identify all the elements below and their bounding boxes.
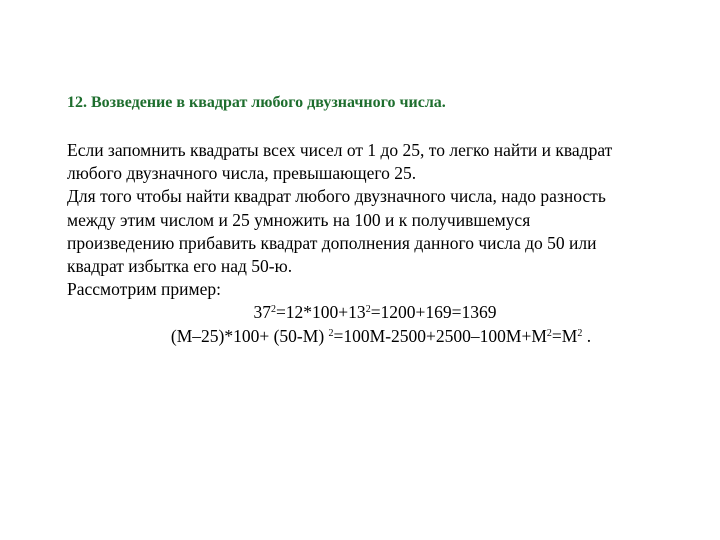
formula-1-part-c: =1200+169=1369 [370,302,497,323]
formula-2-exponent-c: 2 [577,327,583,339]
formula-2-part-d: . [582,325,592,346]
formula-1-part-b: =12*100+13 [275,302,366,323]
slide-title: 12. Возведение в квадрат любого двузначного числа. [67,94,446,111]
formula-2-exponent-b: 2 [546,327,552,339]
paragraph-line-5: произведению прибавить квадрат дополнения данного числа до 50 или [67,232,597,253]
formula-1-exponent-a: 2 [270,304,276,316]
formula-2-exponent-a: 2 [328,327,334,339]
formula-1-exponent-b: 2 [365,304,371,316]
paragraph-line-6: квадрат избытка его над 50-ю. [67,256,293,277]
example-formula-1 [67,301,667,324]
paragraph-line-3: Для того чтобы найти квадрат любого двузначного числа, надо разность [67,186,606,207]
example-formula-2 [67,325,667,348]
formula-2-part-c: =М [551,325,578,346]
paragraph-line-1: Если запомнить квадраты всех чисел от 1 до 25, то легко найти и квадрат [67,140,613,160]
formula-1-part-a: 37 [253,302,271,323]
formula-2-part-b: =100М-2500+2500–100М+М [333,325,547,346]
paragraph-line-4: между этим числом и 25 умножить на 100 и к получившемуся [67,209,531,230]
paragraph-line-7: Рассмотрим пример: [67,279,221,300]
paragraph-line-2: любого двузначного числа, превышающего 25. [67,163,417,184]
slide-body [67,139,667,348]
formula-2-part-a: (М–25)*100+ (50-М) [170,325,329,346]
